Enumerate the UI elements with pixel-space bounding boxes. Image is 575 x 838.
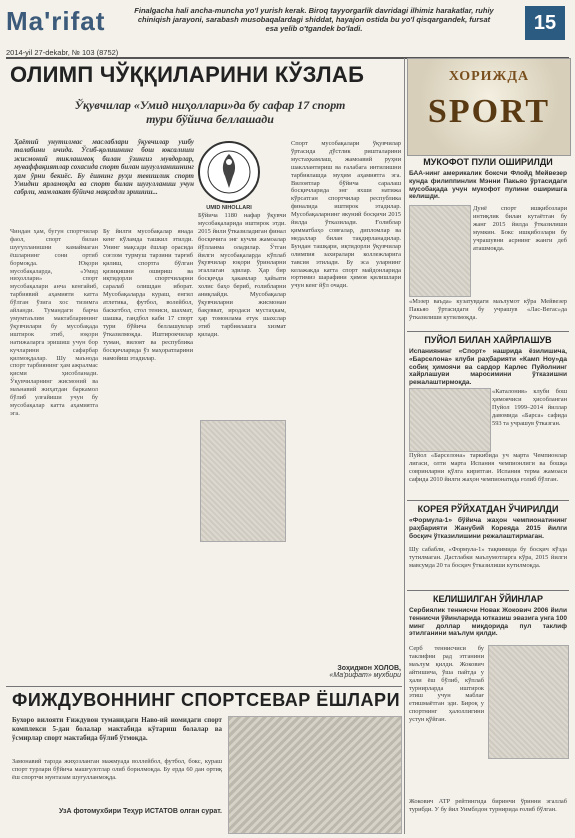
- main-body-column-2: Бу йилги мусобақалар янада кенг кўламда ташкил этилди. Унинг мақсади ёшлар орасида соғлом турмуш тарзини тарғиб қилиш, спортга бўлган қизиқишни ошириш ва иқтидорли спортчиларни саралаб олишдан иборат. Мусобақаларда кураш, енгил атлетика, футбол, волейбол, баскетбол, стол тениси, шахмат, шашка, гандбол каби 17 спорт тури бўйича беллашувлар ўтказилмоқда. Иштирокчилар туман, вилоят ва республика босқичларида ўз маҳоратларини намойиш этадилар.: [103, 228, 193, 362]
- main-body-column-3: Бўйича 1180 нафар ўқувчи мусобақаларида иштирок этди. 2015 йили ўтказиладиган финал босқичига энг кучли жамоалар йўлланма оладилар. Ўтган йилги мусобақаларда кўплаб ўқувчилар юқори ўринларни эгаллаган эдилар. Ҳар бир босқичда ҳакамлар ҳайъати холис баҳо бериб, ғолибларни аниқлайди. Мусобақалар ўқувчиларни жисмонан бақувват, иродаси мустаҳкам, ҳар томонлама етук шахслар этиб тарбиялашга хизмат қилади.: [198, 212, 286, 338]
- umid-nihollari-emblem: [197, 140, 261, 204]
- banner-bottom-text: SPORT: [427, 93, 551, 130]
- sidebar-section-body-1b: «Мэзер ваъда» кузатувдаги маълумот кўра Мейвезер Пакьяо ўртасидаги бу учрашув «Лас-Вегас»да ўтказилиши кутилмоқда.: [409, 298, 567, 321]
- bottom-headline: ФИЖДУВОННИНГ СПОРТСЕВАР ЁШЛАРИ: [11, 690, 401, 710]
- sidebar-section-lead-1: БАА-нинг америкалик боксчи Флойд Мейвезер кунда филиппинлик Мэнни Пакьяо ўртасидаги мусобақада учун мукофот пулини оширишга келишди.: [409, 170, 567, 201]
- sidebar-section-title-4: КЕЛИШИЛГАН ЎЙИНЛАР: [433, 594, 543, 604]
- djokovic-photo: [488, 645, 569, 759]
- sidebar-section-title-3: КОРЕЯ РЎЙХАТДАН ЎЧИРИЛДИ: [417, 504, 559, 514]
- bottom-lead: Бухоро вилояти Ғиждувон туманидаги Наво-ий номидаги спорт комплекси 5-дан болалар мактабида кўтариш болалар ва ўсмирлар спорт мактабида бўлиб ўтмоқда.: [12, 716, 222, 742]
- sidebar-rule-2: [407, 500, 569, 501]
- main-subhead: Ўқувчилар «Умид ниҳоллари»да бу сафар 17 спорт тури бўйича беллашади: [74, 98, 346, 126]
- sidebar-rule-3: [407, 590, 569, 591]
- sidebar-section-body-1: Дунё спорт ишқибозлари интиқлик билан кутаётган бу жанг 2015 йилда ўтказилиши мумкин. Бокс ишқибозлари бу учрашувни асрнинг жанги деб аташмоқда.: [473, 205, 567, 252]
- banner-top-text: ХОРИЖДА: [448, 69, 530, 84]
- bottom-credit: УзА фотомухбири Теҳур ИСТАТОВ олган сурат.: [58, 808, 222, 815]
- page-number: 15: [525, 6, 565, 40]
- sidebar-rule-1: [407, 331, 569, 332]
- sidebar-section-lead-3: «Формула-1» бўйича жаҳон чемпионатининг раҳбарияти Жанубий Кореяда 2015 йилги босқич ўтказилишини режалаштирмаган.: [409, 517, 567, 540]
- masthead-slogan: Finalgacha hali ancha-muncha yo'l yurish kerak. Biroq tayyorgarlik davridagi ilhimiz harakatlar, ruhiy chiniqish jarayoni, sarabash musobaqalardagi shiddat, hayajon ostida bu yo'l qisqargandek, fursat esa yelib o'tgandek bo'ladi.: [134, 6, 494, 33]
- main-headline: ОЛИМП ЧЎҚҚИЛАРИНИ КЎЗЛАБ: [10, 62, 365, 87]
- sport-photo: [200, 420, 286, 542]
- sidebar-divider: [404, 58, 405, 834]
- bottom-body: Замонавий тарзда жиҳозланган мажмуада воллейбол, футбол, бокс, кураш спорт турлари бўйича машғулотлар олиб борилмоқда. Бу ерда 60 дан ортиқ ёш спортчи мунтазам шуғулланмоқда.: [12, 758, 222, 781]
- sidebar-section-body-4: Серб теннисчиси бу таклифни рад этганини маълум қилди. Жокович айтишича, ўша пайтда у ҳали ёш бўлиб, кўплаб турнирларда иштирок этиш учун маблағ етишмаётган эди. Бироқ у спортнинг ҳалоллигини устун қўйган.: [409, 645, 484, 724]
- main-lead: Ҳаётий унутилмас маслаблари ўқувчилар ушбу талабини ичида. Ўсиб-қолишнинг бош юксалиши жисмоний тиклашмоқ билан ўзингиз мувдорлар, муваффақиятлар сохасида спорт билан шуғулланишнинг ҳам ўрни бекиёс. Бу ёшнинг руҳи тевишлик спорт Умидни ярламоқда ва спорт билан шуғулланиш учун сабрли, мамлакат бўйича мақсадли эришиш...: [14, 138, 194, 197]
- sidebar-section-lead-4: Сербиялик теннисчи Новак Жокович 2006 йили теннисчи ўйинларида ютказиш эвазига унга 100 минг доллар миқдорида пул таклиф этилганини маълум қилди.: [409, 607, 567, 638]
- sidebar-section-body-3: Шу сабабли, «Формула-1» тақвимида бу босқич кўзда тутилмаган. Дастлабки маълумотларга кўра, 2015 йилги мавсумда 20 та босқич ўтказилиши кутилмоқда.: [409, 546, 567, 569]
- sidebar-section-body-2b: Пуйол «Барселона» таркибида уч марта Чемпионлар лигаси, олти марта Испания чемпионлиги ва бошқа совринларни қўлга киритган. Испания терма жамоаси сафида 2010 йилги жаҳон чемпионатида ғолиб бўлган.: [409, 452, 567, 483]
- boxing-photo: [228, 716, 402, 834]
- dateline: 2014-yil 27-dekabr, № 103 (8752): [6, 48, 119, 57]
- bottom-rule: [6, 686, 402, 687]
- emblem-label: UMID NIHOLLARI: [206, 205, 252, 211]
- xorijda-sport-banner: [407, 58, 571, 156]
- masthead: [6, 4, 569, 50]
- sidebar-section-body-2: «Каталония» клуби бош ҳимоячиси ҳисобланган Пуйол 1999–2014 йиллар давомида «Барса» сафида 593 та учрашув ўтказган.: [492, 388, 567, 427]
- newspaper-logo: Ma'rifat: [6, 6, 106, 36]
- sidebar-section-lead-2: Испаниянинг «Спорт» нашрида ёзилишича, «Барселона» клуби раҳбарияти «Камп Ноу»да собиқ ҳимоячи ва сардор Карлес Пуйолнинг хайрлашуви маросимини ўтказишни режалаштирмоқда.: [409, 348, 567, 387]
- sidebar-section-body-4b: Жокович ATP рейтингида биринчи ўринни эгаллаб турибди. У бу йил Уимблдон турнирида ғолиб бўлган.: [409, 798, 567, 813]
- sidebar-section-title-2: ПУЙОЛ БИЛАН ХАЙРЛАШУВ: [424, 335, 552, 345]
- main-author: Зоҳиджон ХОЛОВ, «Ма'рифат» мухбири: [329, 665, 401, 679]
- sidebar-section-title-1: МУКОФОТ ПУЛИ ОШИРИЛДИ: [423, 157, 553, 167]
- main-body-column-4: Спорт мусобақалари ўқувчилар ўртасида дўстлик ришталарини мустаҳкамлаш, жамоавий руҳни шакллантириш ва ғалабага интилишни тарбиялашда муҳим аҳамиятга эга. Вилоятлар бўйича саралаш босқичларида энг яхши натижа кўрсатган спортчилар республика финалида иштирок этадилар. Мусобақаларнинг якуний босқичи 2015 йилда ўтказилади. Ғолиблар қимматбаҳо совғалар, дипломлар ва медаллар билан тақдирланадилар. Бундан ташқари, иқтидорли ўқувчилар олимпия захиралари коллежларига тавсия этилади. Бу эса уларнинг келажакда катта спорт майдонларида юртимиз шарафини ҳимоя қилишлари учун кенг йўл очади.: [291, 140, 401, 290]
- boxer-photo: [409, 205, 471, 297]
- puyol-photo: [409, 388, 491, 452]
- main-body-column-1: Чиндан ҳам, бугун спортчилар фаол, спорт билан шуғулланишни камаймаган ёшларнинг сони ортиб бормоқда. Юқори мусобақаларда, «Умид ниҳоллари» спорт мусобақалари анча кенгайиб, тарбиявий аҳамияти катта бўлган ўзига хос тизимга айланди. Тумандаги барча умумтаълим мактабларининг ўқувчилари бу мусобақада иштирок этиб, юқори натижаларга эришиш учун бор кучларини сафарбар қилмоқдалар. Шу маънода спорт тарбиянинг ҳам ажралмас қисми ҳисобланади. Ўқувчиларнинг жисмоний ва маънавий жиҳатдан баркамол бўлиб улғайиши учун бу мусобақалар катта аҳамиятга эга.: [10, 228, 98, 417]
